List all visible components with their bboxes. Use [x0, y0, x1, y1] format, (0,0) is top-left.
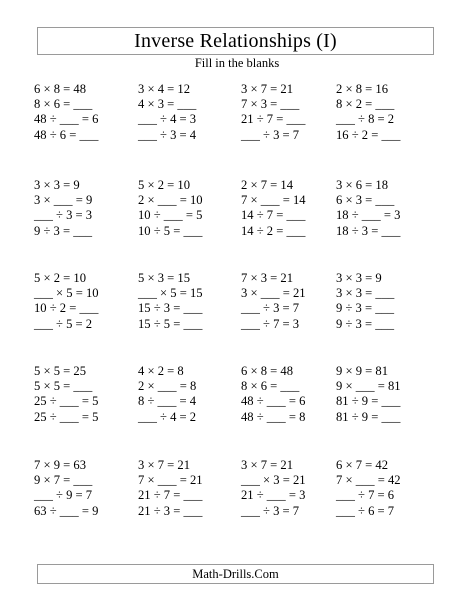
given-fact: 5 × 3 = 15 — [138, 271, 190, 285]
fill-in-equation: ___ × 3 = 21 — [241, 473, 306, 488]
problem-block — [34, 458, 138, 519]
given-fact: 3 × 6 = 18 — [336, 178, 388, 192]
worksheet-title: Inverse Relationships (I) — [134, 30, 337, 52]
given-fact: 7 × 9 = 63 — [34, 458, 86, 472]
fill-in-equation: 48 ÷ ___ = 6 — [34, 112, 99, 127]
fill-in-equation: 81 ÷ 9 = ___ — [336, 409, 401, 424]
given-fact: 4 × 2 = 8 — [138, 364, 184, 378]
fill-in-equation: 81 ÷ 9 = ___ — [336, 394, 401, 409]
fill-in-equation: 3 × ___ = 9 — [34, 193, 93, 208]
fill-in-equation: 21 ÷ 7 = ___ — [138, 488, 203, 503]
given-fact: 2 × 8 = 16 — [336, 82, 388, 96]
fill-in-equation: 9 ÷ 3 = ___ — [336, 316, 395, 331]
fill-in-equation: 7 × 3 = ___ — [241, 97, 300, 112]
fill-in-equation: 2 × ___ = 10 — [138, 193, 203, 208]
fill-in-equation: 3 × ___ = 21 — [241, 286, 306, 301]
problem-block — [34, 271, 138, 332]
problem-block — [138, 82, 242, 143]
problem-block — [34, 82, 138, 143]
problem-block — [138, 364, 242, 425]
fill-in-equation: 18 ÷ ___ = 3 — [336, 208, 401, 223]
fill-in-equation: 25 ÷ ___ = 5 — [34, 409, 99, 424]
title-box — [37, 27, 434, 55]
fill-in-equation: 7 × ___ = 14 — [241, 193, 306, 208]
fill-in-equation: ___ ÷ 7 = 6 — [336, 488, 395, 503]
fill-in-equation: ___ ÷ 6 = 7 — [336, 503, 395, 518]
problem-block — [241, 178, 345, 239]
given-fact: 3 × 7 = 21 — [241, 82, 293, 96]
fill-in-equation: ___ ÷ 8 = 2 — [336, 112, 395, 127]
fill-in-equation: 3 × 3 = ___ — [336, 286, 395, 301]
given-fact: 3 × 3 = 9 — [336, 271, 382, 285]
fill-in-equation: 9 × 7 = ___ — [34, 473, 93, 488]
fill-in-equation: 8 ÷ ___ = 4 — [138, 394, 197, 409]
given-fact: 3 × 3 = 9 — [34, 178, 80, 192]
fill-in-equation: ___ ÷ 4 = 3 — [138, 112, 197, 127]
given-fact: 9 × 9 = 81 — [336, 364, 388, 378]
problem-block — [138, 178, 242, 239]
given-fact: 6 × 8 = 48 — [241, 364, 293, 378]
fill-in-equation: 6 × 3 = ___ — [336, 193, 395, 208]
problem-block — [336, 178, 440, 239]
given-fact: 5 × 5 = 25 — [34, 364, 86, 378]
fill-in-equation: ___ × 5 = 15 — [138, 286, 203, 301]
fill-in-equation: 10 ÷ 2 = ___ — [34, 301, 99, 316]
fill-in-equation: 9 × ___ = 81 — [336, 379, 401, 394]
footer-box — [37, 564, 434, 584]
fill-in-equation: 5 × 5 = ___ — [34, 379, 93, 394]
given-fact: 3 × 4 = 12 — [138, 82, 190, 96]
fill-in-equation: 7 × ___ = 21 — [138, 473, 203, 488]
fill-in-equation: ___ ÷ 3 = 7 — [241, 127, 300, 142]
given-fact: 3 × 7 = 21 — [241, 458, 293, 472]
fill-in-equation: ___ ÷ 3 = 7 — [241, 301, 300, 316]
fill-in-equation: 8 × 6 = ___ — [241, 379, 300, 394]
problem-block — [336, 364, 440, 425]
fill-in-equation: 18 ÷ 3 = ___ — [336, 223, 401, 238]
fill-in-equation: 15 ÷ 5 = ___ — [138, 316, 203, 331]
fill-in-equation: ___ ÷ 3 = 7 — [241, 503, 300, 518]
fill-in-equation: 21 ÷ ___ = 3 — [241, 488, 306, 503]
fill-in-equation: ___ ÷ 4 = 2 — [138, 409, 197, 424]
fill-in-equation: 9 ÷ 3 = ___ — [336, 301, 395, 316]
fill-in-equation: 15 ÷ 3 = ___ — [138, 301, 203, 316]
fill-in-equation: 21 ÷ 3 = ___ — [138, 503, 203, 518]
fill-in-equation: 21 ÷ 7 = ___ — [241, 112, 306, 127]
given-fact: 3 × 7 = 21 — [138, 458, 190, 472]
given-fact: 6 × 8 = 48 — [34, 82, 86, 96]
problem-block — [336, 458, 440, 519]
given-fact: 2 × 7 = 14 — [241, 178, 293, 192]
fill-in-equation: 10 ÷ ___ = 5 — [138, 208, 203, 223]
fill-in-equation: 63 ÷ ___ = 9 — [34, 503, 99, 518]
problem-block — [241, 271, 345, 332]
fill-in-equation: ___ ÷ 9 = 7 — [34, 488, 93, 503]
fill-in-equation: ___ × 5 = 10 — [34, 286, 99, 301]
problem-block — [241, 82, 345, 143]
given-fact: 7 × 3 = 21 — [241, 271, 293, 285]
fill-in-equation: 2 × ___ = 8 — [138, 379, 197, 394]
problem-block — [138, 458, 242, 519]
footer-text: Math-Drills.Com — [192, 567, 279, 581]
given-fact: 5 × 2 = 10 — [138, 178, 190, 192]
problem-block — [138, 271, 242, 332]
fill-in-equation: 48 ÷ ___ = 6 — [241, 394, 306, 409]
problem-block — [34, 364, 138, 425]
fill-in-equation: ___ ÷ 5 = 2 — [34, 316, 93, 331]
problem-block — [336, 82, 440, 143]
problem-block — [241, 364, 345, 425]
fill-in-equation: ___ ÷ 7 = 3 — [241, 316, 300, 331]
fill-in-equation: 25 ÷ ___ = 5 — [34, 394, 99, 409]
given-fact: 5 × 2 = 10 — [34, 271, 86, 285]
worksheet-subtitle: Fill in the blanks — [194, 56, 280, 70]
given-fact: 6 × 7 = 42 — [336, 458, 388, 472]
fill-in-equation: 14 ÷ 2 = ___ — [241, 223, 306, 238]
fill-in-equation: 10 ÷ 5 = ___ — [138, 223, 203, 238]
fill-in-equation: ___ ÷ 3 = 4 — [138, 127, 197, 142]
problem-block — [241, 458, 345, 519]
fill-in-equation: 4 × 3 = ___ — [138, 97, 197, 112]
fill-in-equation: 8 × 6 = ___ — [34, 97, 93, 112]
fill-in-equation: 14 ÷ 7 = ___ — [241, 208, 306, 223]
fill-in-equation: 8 × 2 = ___ — [336, 97, 395, 112]
fill-in-equation: 16 ÷ 2 = ___ — [336, 127, 401, 142]
fill-in-equation: 48 ÷ ___ = 8 — [241, 409, 306, 424]
problem-block — [34, 178, 138, 239]
problem-block — [336, 271, 440, 332]
fill-in-equation: ___ ÷ 3 = 3 — [34, 208, 93, 223]
fill-in-equation: 48 ÷ 6 = ___ — [34, 127, 99, 142]
fill-in-equation: 9 ÷ 3 = ___ — [34, 223, 93, 238]
fill-in-equation: 7 × ___ = 42 — [336, 473, 401, 488]
